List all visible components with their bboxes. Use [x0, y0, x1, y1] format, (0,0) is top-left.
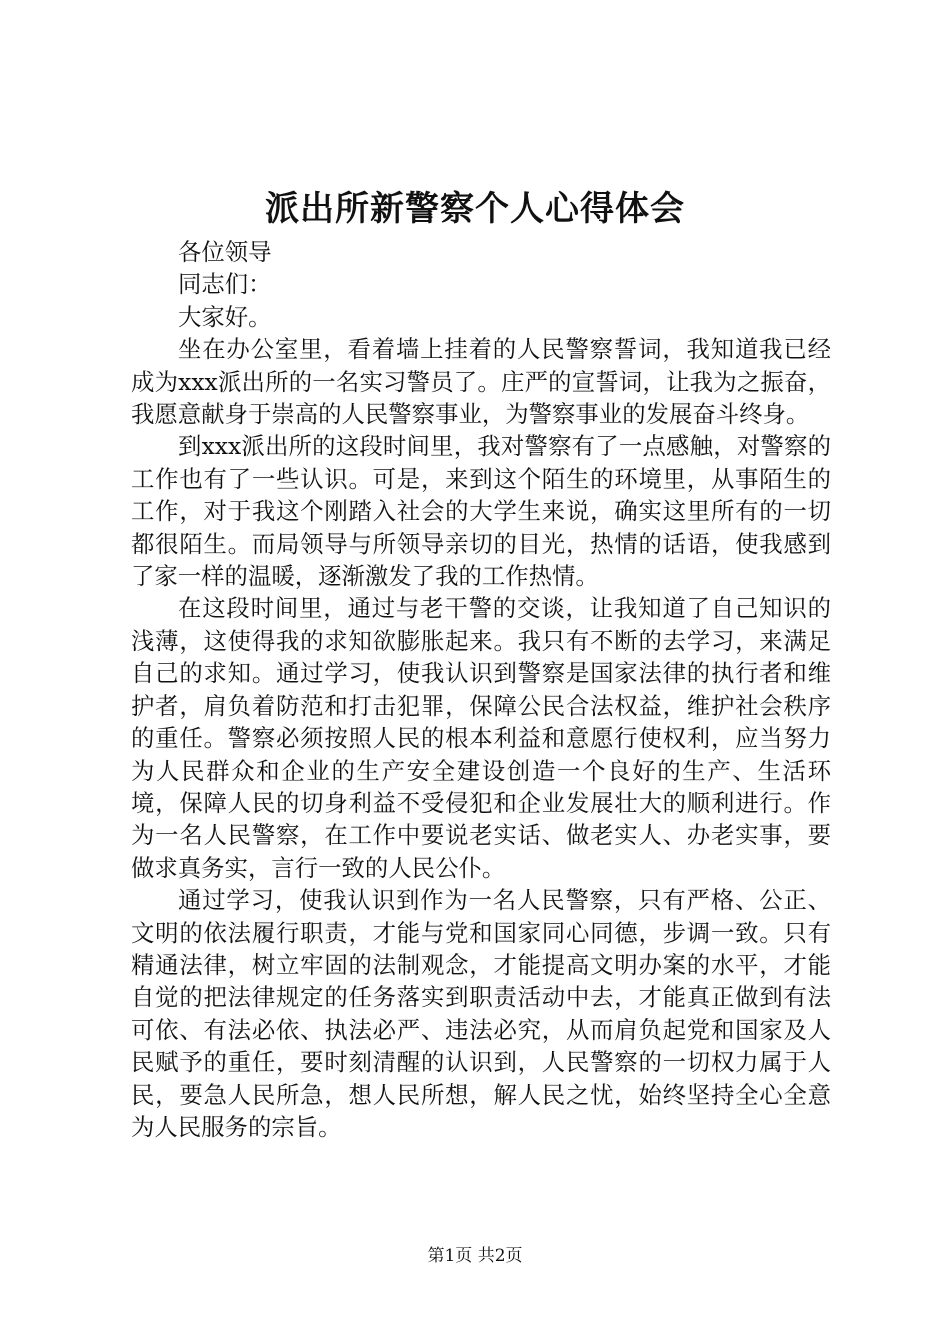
document-title: 派出所新警察个人心得体会: [265, 189, 685, 229]
salutation-comrades: 同志们：: [178, 270, 272, 299]
paragraph-2: 到xxx派出所的这段时间里，我对警察有了一点感触，对警察的工作也有了一些认识。可是，来到这个陌生的环境里，从事陌生的工作，对于我这个刚踏入社会的大学生来说，确实这里所有的一切都很陌生。而局领导与所领导亲切的目光，热情的话语，使我感到了家一样的温暖，逐渐激发了我的工作热情。: [131, 432, 831, 591]
salutation-greeting: 大家好。: [178, 302, 272, 331]
paragraph-3: 在这段时间里，通过与老干警的交谈，让我知道了自己知识的浅薄，这使得我的求知欲膨胀起来。我只有不断的去学习，来满足自己的求知。通过学习，使我认识到警察是国家法律的执行者和维护者，肩负着防范和打击犯罪，保障公民合法权益，维护社会秩序的重任。警察必须按照人民的根本利益和意愿行使权利，应当努力为人民群众和企业的生产安全建设创造一个良好的生产、生活环境，保障人民的切身利益不受侵犯和企业发展壮大的顺利进行。作为一名人民警察，在工作中要说老实话、做老实人、办老实事，要做求真务实，言行一致的人民公仆。: [131, 594, 831, 882]
paragraph-4: 通过学习，使我认识到作为一名人民警察，只有严格、公正、文明的依法履行职责，才能与党和国家同心同德，步调一致。只有精通法律，树立牢固的法制观念，才能提高文明办案的水平，才能自觉的把法律规定的任务落实到职责活动中去，才能真正做到有法可依、有法必依、执法必严、违法必究，从而肩负起党和国家及人民赋予的重任，要时刻清醒的认识到，人民警察的一切权力属于人民，要急人民所急，想人民所想，解人民之忧，始终坚持全心全意为人民服务的宗旨。: [131, 886, 831, 1141]
salutation-leaders: 各位领导: [178, 238, 272, 266]
page-footer: 第1页 共2页: [427, 1246, 523, 1266]
document-body: [131, 236, 831, 1143]
paragraph-1: 坐在办公室里，看着墙上挂着的人民警察誓词，我知道我已经成为xxx派出所的一名实习警员了。庄严的宣誓词，让我为之振奋，我愿意献身于崇高的人民警察事业，为警察事业的发展奋斗终身。: [131, 335, 831, 429]
